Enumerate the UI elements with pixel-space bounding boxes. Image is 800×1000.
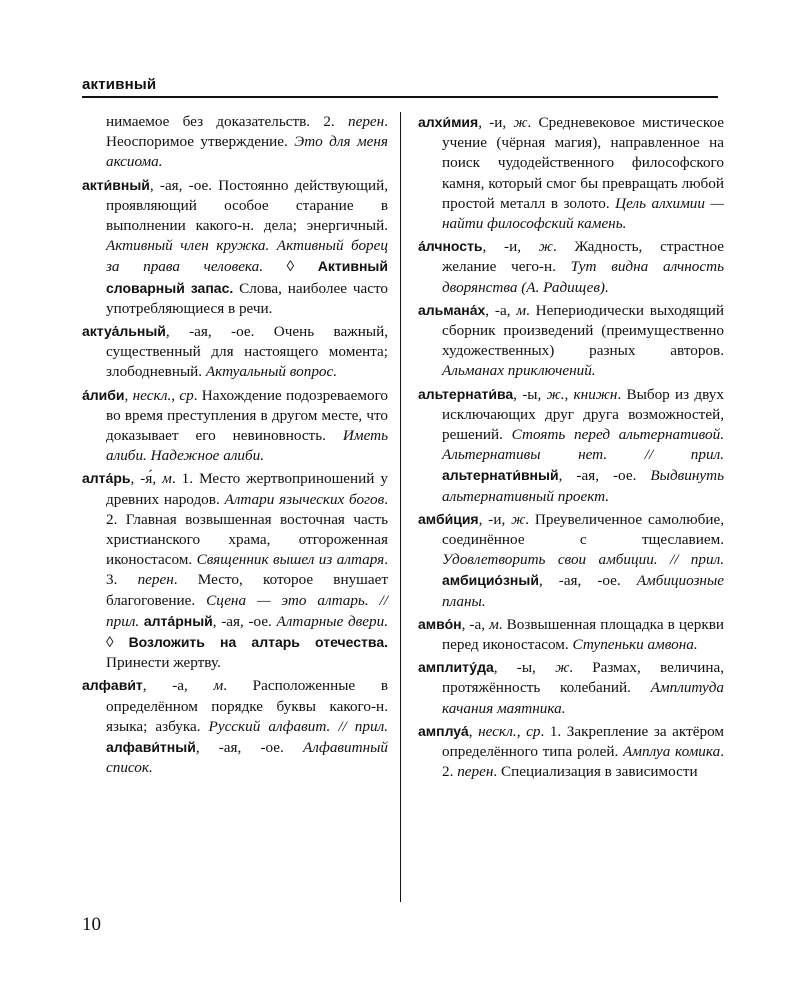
- entry-altar: алта́рь, -я́, м. 1. Место жертвоприношений у древних народов. Алтари языческих богов. 2. Главная возвышенная восточная часть христианского храма, отгороженная иконостасом. Священник вышел из алтаря. 3. перен. Место, которое внушает благоговение. Сцена — это алтарь. // прил. алта́рный, -ая, -ое. Алтарные двери. ◊ Возложить на алтарь отечества. Принести жертву.: [82, 470, 389, 672]
- headword: алхи́мия: [418, 114, 479, 130]
- running-headword: активный: [82, 76, 157, 93]
- headword: амплиту́да: [418, 659, 494, 676]
- entry-alfavit: алфави́т, -а, м. Расположенные в определённом порядке буквы какого-н. языка; азбука. Русский алфавит. // прил. алфави́тный, -ая, -ое. Алфавитный список.: [82, 677, 388, 777]
- headword: акти́вный: [82, 176, 150, 193]
- entry-amplua: амплуа́, нескл., ср. 1. Закрепление за актёром определённого типа ролей. Амплуа комика. 2. перен. Специализация в зависимости: [418, 722, 724, 781]
- headword: альмана́х: [418, 301, 486, 318]
- entry-continuation: нимаемое без доказательств. 2. перен. Неоспоримое утверждение. Это для меня аксиома.: [106, 113, 388, 171]
- headword: амби́ция: [418, 510, 479, 527]
- page-number: 10: [82, 914, 101, 935]
- entry-amplituda: амплиту́да, -ы, ж. Размах, величина, протяжённость колебаний. Амплитуда качания маятника.: [418, 659, 725, 717]
- entry-alchnost: а́лчность, -и, ж. Жадность, страстное желание чего-н. Тут видна алчность дворянства (А. Радищев).: [418, 238, 725, 296]
- headword: актуа́льный: [82, 323, 166, 340]
- headword: алта́рь: [82, 470, 131, 487]
- entry-aktualny: актуа́льный, -ая, -ое. Очень важный, существенный для настоящего момента; злободневный. Актуальный вопрос.: [82, 323, 388, 381]
- running-header: [82, 76, 718, 98]
- entry-alhimia: алхи́мия, -и, ж. Средневековое мистическое учение (чёрная магия), направленное на поиск чудодейственного философского камня, который смог бы превращать любой простой металл в золото. Цель алхимии — найти философский камень.: [418, 114, 724, 233]
- entry-almanah: альмана́х, -а, м. Непериодически выходящий сборник произведений (преимущественно художественных) разных авторов. Альманах приключений.: [418, 301, 724, 380]
- headword: а́либи: [82, 386, 125, 403]
- right-column: [418, 112, 724, 785]
- headword: алфави́т: [82, 677, 143, 694]
- entry-alibi: а́либи, нескл., ср. Нахождение подозреваемого во время преступления в другом месте, что доказывает его невиновность. Иметь алиби. Надежное алиби.: [82, 386, 389, 465]
- entry-ambicia: амби́ция, -и, ж. Преувеличенное самолюбие, соединённое с тщеславием. Удовлетворить свои амбиции. // прил. амбицио́зный, -ая, -ое. Амбициозные планы.: [418, 510, 724, 610]
- headword: альтернати́ва: [418, 385, 514, 402]
- left-column: [82, 112, 388, 781]
- entry-ambon: амво́н, -а, м. Возвышенная площадка в церкви перед иконостасом. Ступеньки амвона.: [418, 615, 724, 654]
- headword: амплуа́: [418, 722, 469, 739]
- column-divider: [400, 112, 401, 902]
- entry-aktivny: акти́вный, -ая, -ое. Постоянно действующий, проявляющий особое старание в выполнении какого-н. дела; энергичный. Активный член кружка. Активный борец за права человека. ◊ Активный словарный запас. Слова, наиболее часто употребляющиеся в речи.: [82, 176, 388, 317]
- entry-alternativa: альтернати́ва, -ы, ж., книжн. Выбор из двух исключающих друг друга возможностей, решений. Стоять перед альтернативой. Альтернативы нет. // прил. альтернати́вный, -ая, -ое. Выдвинуть альтернативный проект.: [418, 385, 725, 505]
- headword: а́лчность: [418, 238, 483, 255]
- headword: амво́н: [418, 615, 462, 632]
